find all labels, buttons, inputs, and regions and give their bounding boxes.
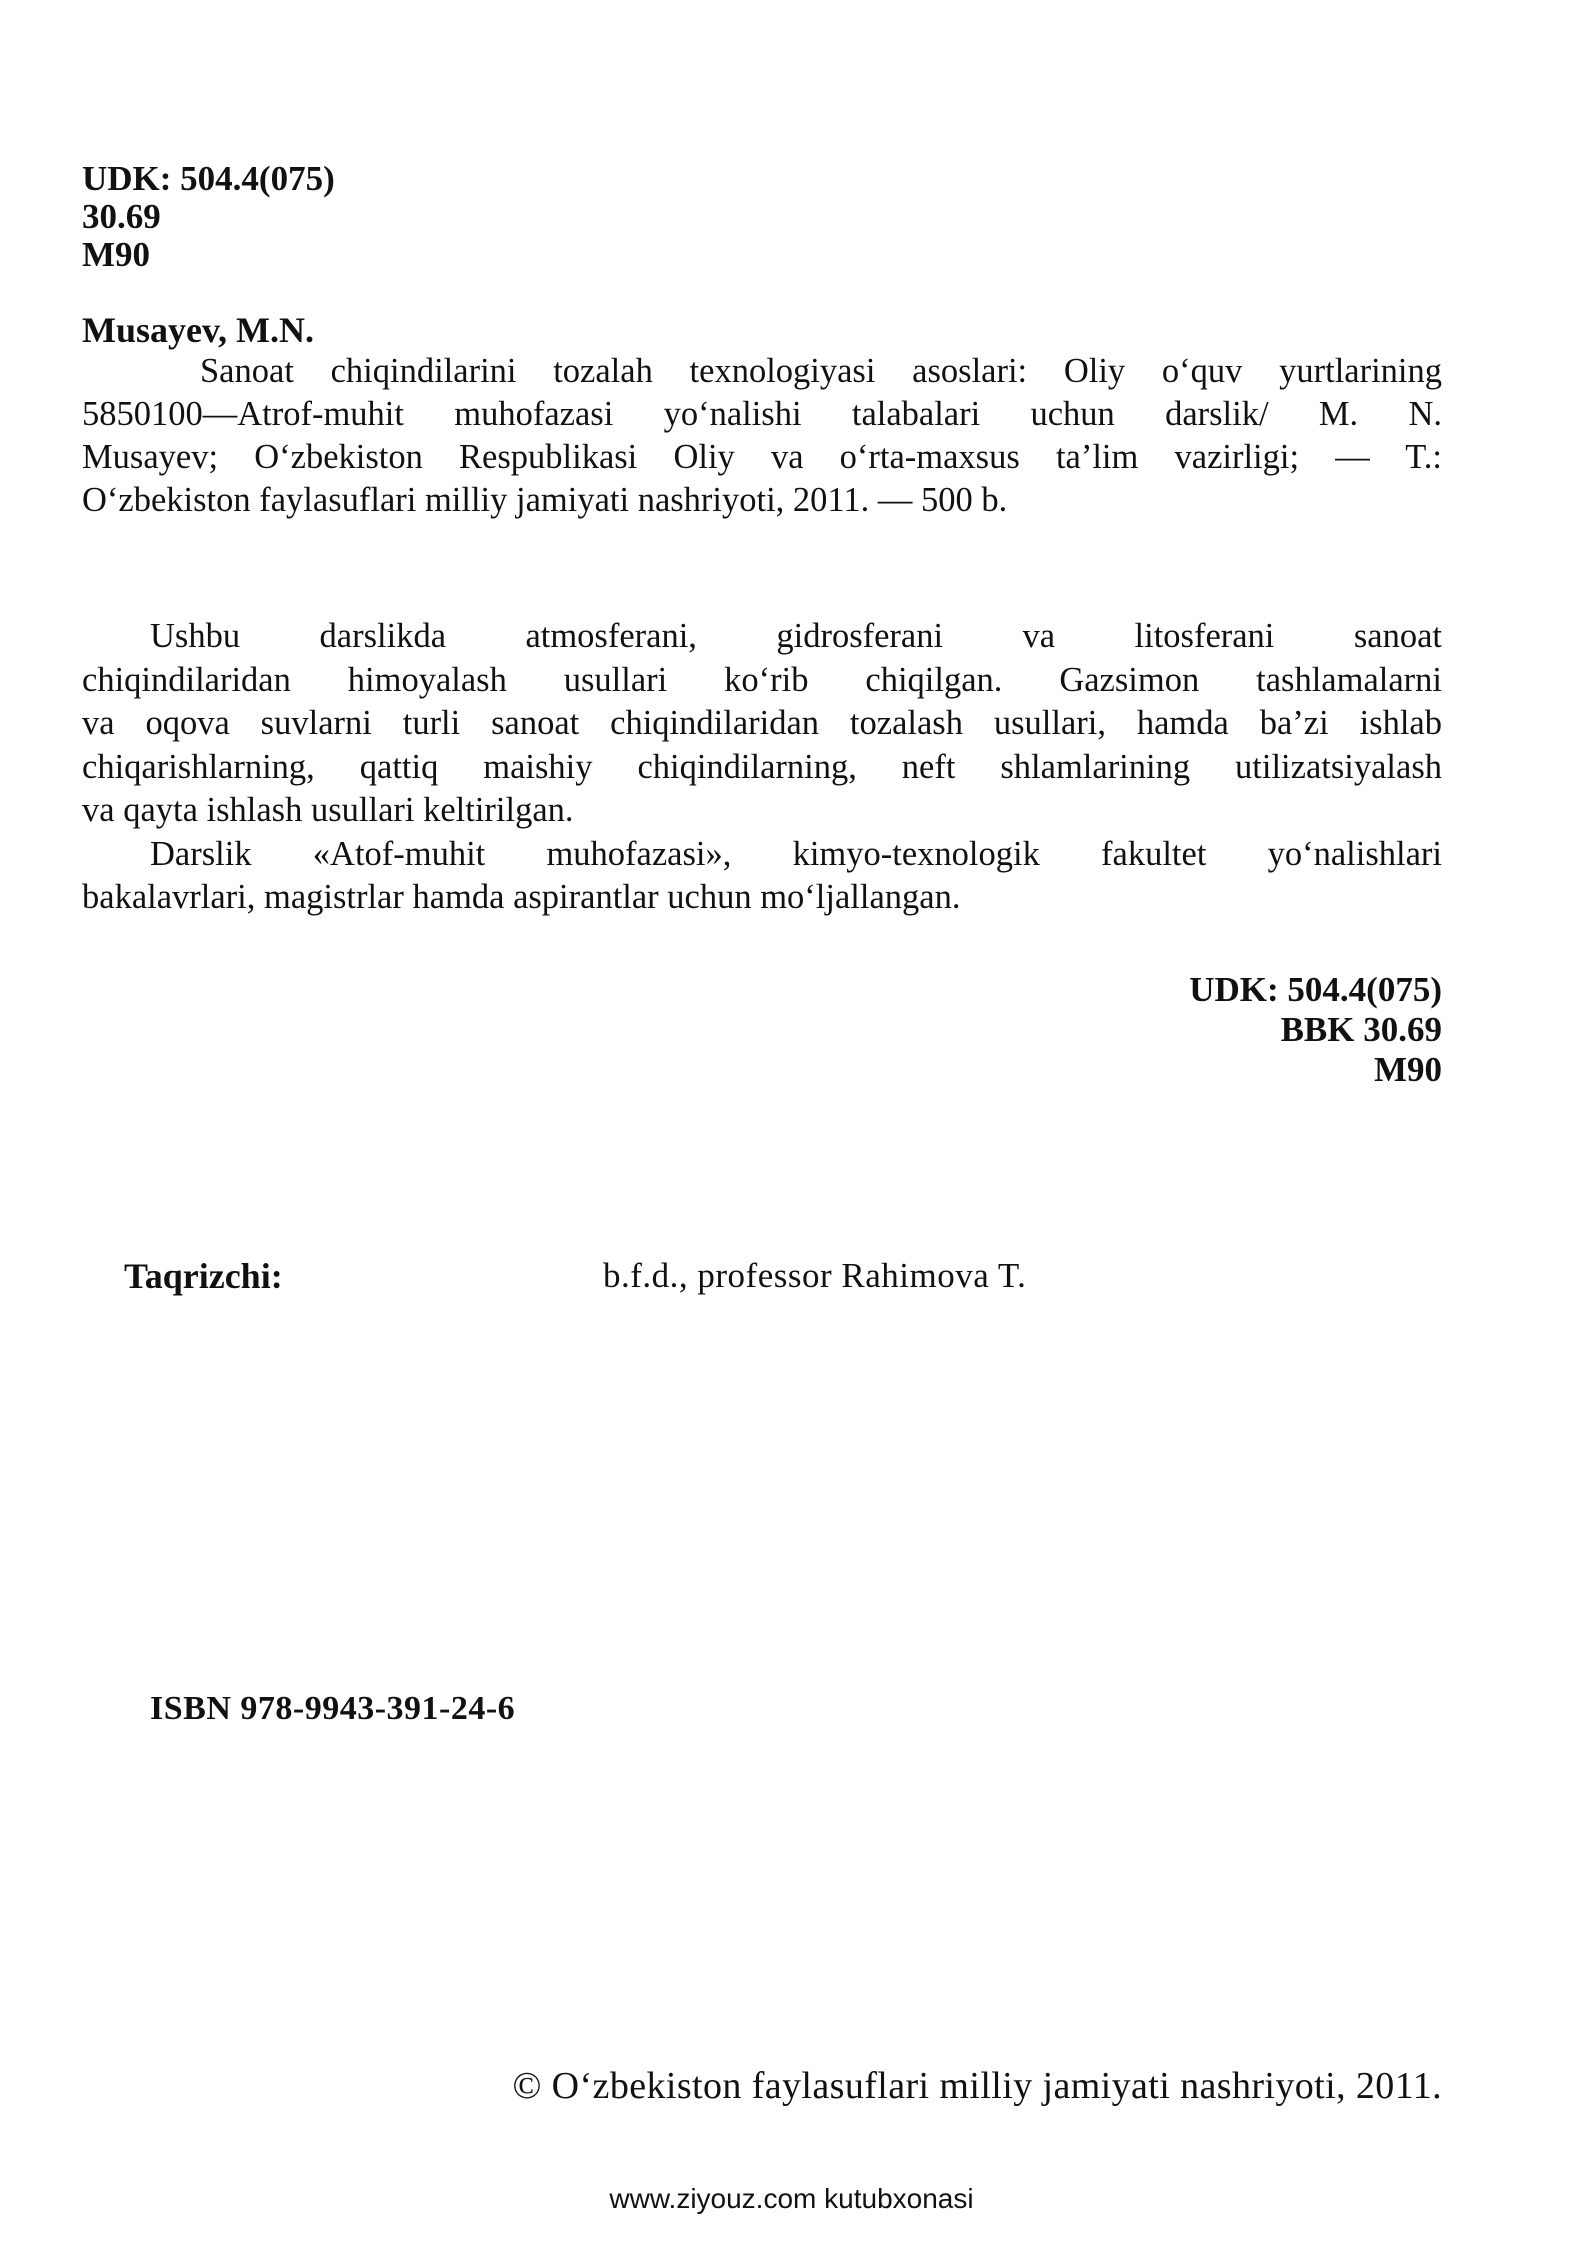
footer-site-link[interactable]: www.ziyouz.com kutubxonasi — [609, 2183, 974, 2214]
abstract-line: va qayta ishlash usullari keltirilgan. — [82, 791, 574, 829]
udk-code: UDK: 504.4(075) — [82, 159, 335, 198]
classification-block-top — [82, 160, 335, 274]
abstract-line: bakalavrlari, magistrlar hamda aspirantlar uchun mo‘ljallangan. — [82, 878, 961, 916]
reviewer-name: b.f.d., professor Rahimova T. — [603, 1256, 1027, 1295]
biblio-line: O‘zbekiston faylasuflari milliy jamiyati nashriyoti, 2011. — 500 b. — [82, 481, 1008, 519]
abstract-line: chiqarishlarning, qattiq maishiy chiqindilarning, neft shlamlarining utilizatsiyalash — [82, 747, 1442, 786]
biblio-line: 5850100—Atrof-muhit muhofazasi yo‘nalishi talabalari uchun darslik/ M. N. — [82, 395, 1442, 433]
author-name: Musayev, M.N. — [82, 310, 314, 350]
isbn: ISBN 978-9943-391-24-6 — [150, 1690, 516, 1727]
abstract — [82, 615, 1442, 920]
classification-block-right — [1189, 970, 1442, 1090]
author-mark: M90 — [1373, 1050, 1442, 1089]
bbk-code: BBK 30.69 — [1280, 1010, 1442, 1049]
abstract-line: Ushbu darslikda atmosferani, gidrosferani va litosferani sanoat — [150, 617, 1442, 655]
reviewer-label: Taqrizchi: — [124, 1256, 283, 1296]
copyright-notice: © O‘zbekiston faylasuflari milliy jamiyati nashriyoti, 2011. — [512, 2065, 1442, 2107]
bbk-code: 30.69 — [82, 197, 161, 236]
abstract-line: chiqindilaridan himoyalash usullari ko‘rib chiqilgan. Gazsimon tashlamalarni — [82, 660, 1442, 699]
udk-code: UDK: 504.4(075) — [1189, 970, 1442, 1009]
bibliographic-description — [82, 350, 1442, 522]
biblio-line: Sanoat chiqindilarini tozalah texnologiyasi asoslari: Oliy o‘quv yurtlarining — [200, 352, 1442, 390]
author-mark: M90 — [82, 235, 151, 274]
biblio-line: Musayev; O‘zbekiston Respublikasi Oliy va o‘rta-maxsus ta’lim vazirligi; — T.: — [82, 438, 1442, 476]
abstract-line: Darslik «Atof-muhit muhofazasi», kimyo-texnologik fakultet yo‘nalishlari — [150, 834, 1442, 873]
abstract-line: va oqova suvlarni turli sanoat chiqindilaridan tozalash usullari, hamda ba’zi ishlab — [82, 704, 1442, 742]
